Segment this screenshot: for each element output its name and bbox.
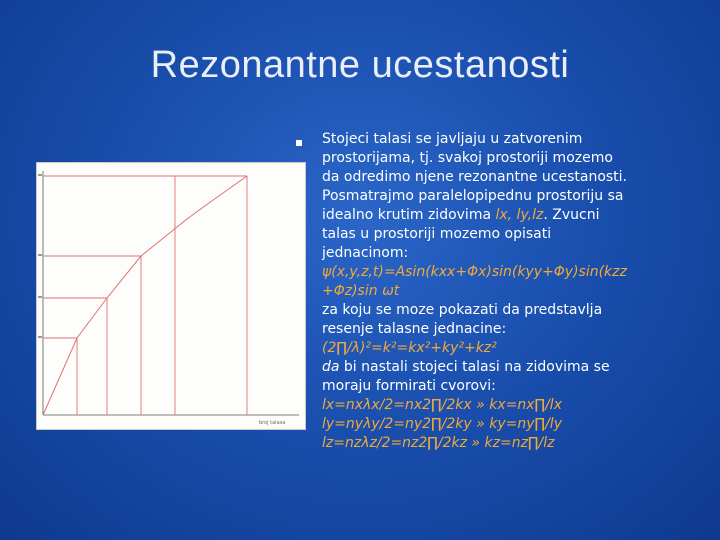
text-line: resenje talasne jednacine: — [322, 321, 507, 337]
text-line: jednacinom: — [322, 245, 409, 261]
wave-equation-cont: +Φz)sin ωt — [322, 283, 400, 299]
text-line: moraju formirati cvorovi: — [322, 378, 496, 394]
text-line: da odredimo njene rezonantne ucestanosti. — [322, 169, 628, 185]
y-tick-label — [38, 296, 42, 298]
text-line: za koju se moze pokazati da predstavlja — [322, 302, 603, 318]
dispersion-equation: (2∏/λ)²=k²=kx²+ky²+kz² — [322, 340, 497, 356]
y-tick-label — [38, 336, 42, 338]
plot-svg — [37, 163, 305, 429]
axis-caption: broj talasa — [259, 420, 286, 426]
node-equation-z: lz=nzλz/2=nz2∏/2kz » kz=nz∏/lz — [322, 435, 555, 451]
text-line: Stojeci talasi se javljaju u zatvorenim — [322, 131, 583, 147]
node-equation-x: lx=nxλx/2=nx2∏/2kx » kx=nx∏/lx — [322, 397, 562, 413]
text-segment: bi nastali stojeci talasi na zidovima se — [339, 359, 610, 375]
slide-body — [322, 130, 702, 453]
y-tick-label — [38, 254, 42, 256]
text-line-dims — [322, 206, 702, 225]
bullet-square — [296, 140, 302, 146]
text-line: Posmatrajmo paralelopipednu prostoriju sa — [322, 188, 624, 204]
wave-equation: ψ(x,y,z,t)=Asin(kxx+Φx)sin(kyy+Φy)sin(kzz — [322, 264, 627, 280]
room-dimensions: lx, ly,lz — [495, 207, 544, 223]
y-tick-label — [38, 174, 42, 176]
curve — [43, 176, 247, 415]
text-segment: . Zvucni — [543, 207, 600, 223]
node-equation-y: ly=nyλy/2=ny2∏/2ky » ky=ny∏/ly — [322, 416, 562, 432]
text-line: prostorijama, tj. svakoj prostoriji mozemo — [322, 150, 613, 166]
text-line: talas u prostoriji mozemo opisati — [322, 226, 552, 242]
text-line — [322, 358, 702, 377]
resonance-plot — [36, 162, 306, 430]
text-segment: idealno krutim zidovima — [322, 207, 496, 223]
text-segment: da — [322, 359, 340, 375]
slide-title: Rezonantne ucestanosti — [150, 44, 570, 86]
